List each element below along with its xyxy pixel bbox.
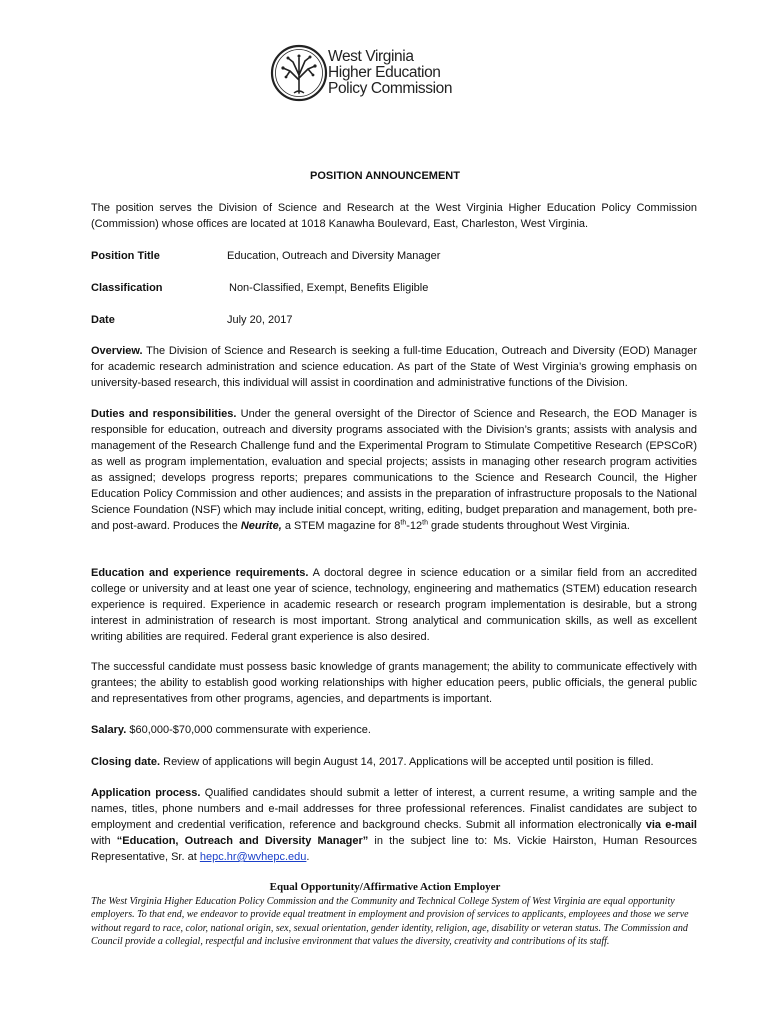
logo-line-3: Policy Commission: [328, 80, 453, 97]
overview-text: The Division of Science and Research is seeking a full-time Education, Outreach and Diversity (EOD) Manager for academic research administration and science education. As part of the State of West Virginia’s growing emphasis on university-based research, this individual will assist in coordination and administrative functions of the Division.: [91, 345, 697, 389]
duties-sup-1: th: [400, 519, 407, 527]
application-paragraph: [91, 785, 697, 865]
position-title-value: Education, Outreach and Diversity Manager: [227, 250, 441, 262]
closing-paragraph: [91, 754, 697, 770]
page-title: POSITION ANNOUNCEMENT: [310, 170, 460, 182]
neurite-title: Neurite,: [240, 520, 282, 532]
position-title-label: Position Title: [91, 250, 160, 262]
classification-label: Classification: [91, 282, 163, 294]
application-via: via e-mail: [645, 819, 697, 831]
overview-heading: Overview.: [91, 345, 143, 357]
hr-email-link[interactable]: hepc.hr@wvhepc.edu: [199, 851, 307, 863]
duties-sup-2: th: [422, 519, 428, 527]
overview-paragraph: [91, 343, 697, 391]
classification-value: Non-Classified, Exempt, Benefits Eligible: [229, 282, 429, 294]
duties-paragraph: [91, 406, 697, 534]
requirements-paragraph: [91, 565, 697, 645]
application-subject: “Education, Outreach and Diversity Manager”: [116, 835, 369, 847]
logo-wordmark: [328, 49, 452, 97]
closing-text: Review of applications will begin August 14, 2017. Applications will be accepted until position is filled.: [160, 756, 654, 768]
salary-paragraph: [91, 722, 697, 738]
duties-text-4: grade students throughout West Virginia.: [427, 520, 630, 532]
application-text-4: .: [306, 851, 310, 863]
application-text-3: in the subject line to: Ms. Vickie Hairston, Human Resources Representative, Sr. at: [91, 835, 697, 863]
duties-text-3: -12: [406, 520, 423, 532]
logo-line-2: Higher Education: [328, 64, 441, 81]
logo-line-1: West Virginia: [328, 48, 414, 65]
intro-paragraph: The position serves the Division of Science and Research at the West Virginia Higher Education Policy Commission (Commission) whose offices are located at 1018 Kanawha Boulevard, East, Charleston, West Virginia.: [91, 202, 697, 230]
date-label: Date: [91, 314, 115, 326]
tree-seal-icon: [270, 44, 328, 102]
eeo-statement: The West Virginia Higher Education Policy Commission and the Community and Technical College System of West Virginia are equal opportunity employers. To that end, we endeavor to provide equal treatment in employment and provision of services to applicants, employees and those we serve without regard to race, color, national origin, sex, sexual orientation, gender identity, religion, age, disability or veteran status. The Commission and Council provide a collegial, respectful and inclusive environment that values the diversity, creativity and contributions of its staff.: [91, 896, 689, 948]
duties-heading: Duties and responsibilities.: [91, 408, 237, 420]
eeo-title: Equal Opportunity/Affirmative Action Employer: [269, 881, 501, 893]
application-heading: Application process.: [91, 787, 201, 799]
candidate-paragraph: The successful candidate must possess basic knowledge of grants management; the ability to communicate effectively with grantees; the ability to establish good working relationships with higher education peers, public officials, the general public and representatives from other programs, agencies, and departments is important.: [91, 661, 697, 705]
classification-row: [91, 280, 428, 296]
date-row: [91, 312, 292, 328]
closing-heading: Closing date.: [91, 756, 161, 768]
requirements-heading: Education and experience requirements.: [91, 567, 309, 579]
position-title-row: [91, 248, 440, 264]
requirements-text: A doctoral degree in science education or a similar field from an accredited college or university and at least one year of science, technology, engineering and mathematics (STEM) education research experience is required. Experience in academic research or research program implementation is desirable, but a strong interest in administration of research is most important. Strong analytical and communication skills, as well as excellent writing abilities are required. Federal grant experience is also desired.: [91, 567, 697, 643]
application-text-2: with: [91, 835, 117, 847]
application-text: Qualified candidates should submit a letter of interest, a current resume, a writing sample and the names, titles, phone numbers and e-mail addresses for three professional references. Finalist candidates are subject to employment and credential verification, reference and background checks. Submit all information electronically: [91, 787, 697, 831]
salary-heading: Salary.: [91, 724, 127, 736]
duties-text-2: a STEM magazine for 8: [281, 520, 401, 532]
date-value: July 20, 2017: [227, 314, 293, 326]
duties-text: Under the general oversight of the Director of Science and Research, the EOD Manager is responsible for education, outreach and diversity programs associated with the Division’s grants; assists with analysis and management of the Research Challenge fund and the Experimental Program to Stimulate Competitive Research (EPSCoR) as well as program implementation, evaluation and special projects; assists in managing other research program activities as assigned; develops progress reports; prepares communications to the Science and Research Council, the Higher Education Policy Commission and other audiences; and assists in the preparation of infrastructure proposals to the National Science Foundation (NSF) which may include initial concept, writing, editing, budget preparation and management, both pre- and post-award. Produces the: [91, 408, 697, 532]
salary-text: $60,000-$70,000 commensurate with experience.: [126, 724, 371, 736]
